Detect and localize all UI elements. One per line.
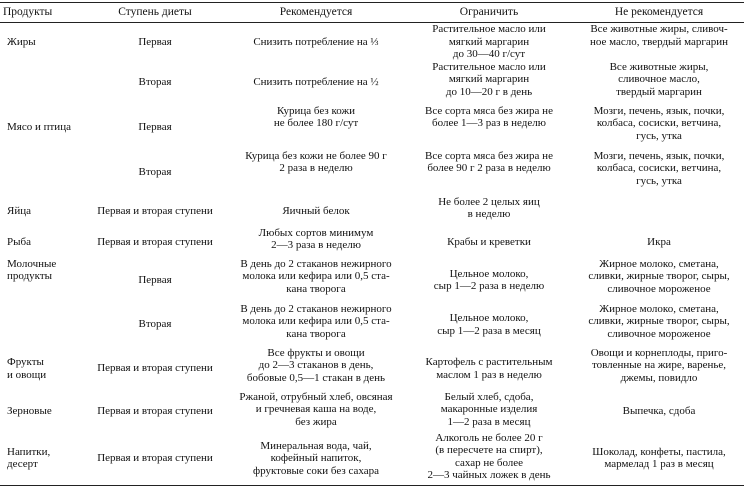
- cell-not-recommended: Все животные жиры, сливочное масло, твердый маргарин: [609, 60, 709, 98]
- cell-stage: Первая: [138, 273, 172, 286]
- cell-recommended: Минеральная вода, чай, кофейный напиток, фруктовые соки без сахара: [228, 432, 404, 486]
- cell-not-recommended: Все животные жиры, сливоч- ное масло, твердый маргарин: [589, 23, 729, 48]
- cell-not-recommended: Жирное молоко, сметана, сливки, жирные творог, сыры, сливочное мороженое: [588, 302, 730, 340]
- table-row: [0, 61, 744, 105]
- cell-not-recommended: Выпечка, сдоба: [622, 404, 696, 417]
- cell-limit: Все сорта мяса без жира не более 1—3 раз в неделю: [425, 104, 553, 129]
- cell-recommended: Курица без кожи не более 90 г 2 раза в неделю: [245, 149, 387, 174]
- cell-product: Напитки, десерт: [0, 432, 82, 486]
- cell-recommended: Яичный белок: [282, 204, 350, 217]
- table-row: [0, 105, 744, 150]
- cell-recommended: Ржаной, отрубный хлеб, овсяная и гречневая каша на воде, без жира: [239, 390, 393, 428]
- cell-stage: Первая: [138, 35, 172, 48]
- cell-not-recommended: Шоколад, конфеты, пастила, мармелад 1 раз в месяц: [574, 432, 744, 486]
- table-row: [0, 432, 744, 486]
- table-row: [0, 227, 744, 258]
- cell-limit: Растительное масло или мягкий маргарин до 30—40 г/сут: [432, 23, 546, 60]
- table-row: [0, 196, 744, 227]
- cell-recommended: Любых сортов минимум 2—3 раза в неделю: [258, 226, 374, 251]
- cell-product: Зерновые: [7, 404, 52, 417]
- table-row: [0, 391, 744, 432]
- cell-product: Фрукты и овощи: [7, 356, 47, 381]
- cell-recommended: В день до 2 стаканов нежирного молока или кефира или 0,5 ста- кана творога: [240, 302, 392, 340]
- cell-limit: Растительное масло или мягкий маргарин до 10—20 г в день: [432, 60, 546, 98]
- table-row: [0, 23, 744, 61]
- cell-product: Молочные продукты: [7, 257, 57, 282]
- cell-product: Мясо и птица: [7, 120, 71, 133]
- header-recommended: Рекомендуется: [228, 3, 404, 23]
- cell-stage: Первая и вторая ступени: [97, 235, 213, 248]
- cell-not-recommended: Мозги, печень, язык, почки, колбаса, сосиски, ветчина, гусь, утка: [593, 149, 725, 187]
- cell-stage: Вторая: [138, 166, 172, 179]
- cell-limit: Алкоголь не более 20 г (в пересчете на спирт), сахар не более 2—3 чайных ложек в день: [404, 432, 574, 486]
- table-row: [0, 150, 744, 196]
- cell-limit: Цельное молоко, сыр 1—2 раза в неделю: [433, 267, 545, 292]
- cell-recommended: Курица без кожи не более 180 г/сут: [273, 104, 359, 129]
- header-diet-stage: Ступень диеты: [82, 3, 228, 23]
- cell-product: Рыба: [7, 235, 31, 248]
- cell-limit: Цельное молоко, сыр 1—2 раза в месяц: [437, 312, 541, 337]
- cell-stage: Первая и вторая ступени: [82, 432, 228, 486]
- table-row: [0, 258, 744, 303]
- cell-product: [0, 150, 82, 196]
- header-not-recommended: Не рекомендуется: [574, 3, 744, 23]
- header-products: Продукты: [0, 3, 82, 23]
- cell-recommended: Снизить потребление на ⅓: [253, 35, 379, 48]
- cell-stage: Первая и вторая ступени: [97, 404, 213, 417]
- cell-stage: Вторая: [138, 76, 172, 89]
- cell-product: Яйца: [7, 204, 31, 217]
- cell-limit: Не более 2 целых яиц в неделю: [438, 195, 540, 220]
- cell-recommended: Все фрукты и овощи до 2—3 стаканов в день, бобовые 0,5—1 стакан в день: [246, 346, 386, 384]
- cell-product: [0, 61, 82, 105]
- cell-recommended: Снизить потребление на ½: [253, 76, 379, 89]
- cell-product: [0, 303, 82, 347]
- cell-limit: Картофель с растительным маслом 1 раз в неделю: [425, 356, 553, 381]
- cell-not-recommended: Овощи и корнеплоды, приго- товленные на жире, варенье, джемы, повидло: [590, 346, 728, 384]
- cell-limit: Крабы и креветки: [447, 235, 531, 248]
- cell-not-recommended: [574, 196, 744, 227]
- cell-stage: Вторая: [138, 318, 172, 331]
- cell-not-recommended: Жирное молоко, сметана, сливки, жирные творог, сыры, сливочное мороженое: [588, 257, 730, 295]
- cell-limit: Белый хлеб, сдоба, макаронные изделия 1—2 раза в месяц: [440, 390, 538, 428]
- cell-limit: Все сорта мяса без жира не более 90 г 2 раза в неделю: [425, 149, 553, 174]
- header-row: [0, 3, 744, 23]
- table-row: [0, 347, 744, 391]
- cell-not-recommended: Икра: [647, 235, 671, 248]
- diet-table: [0, 2, 744, 486]
- cell-stage: Первая: [138, 120, 172, 133]
- cell-recommended: В день до 2 стаканов нежирного молока или кефира или 0,5 ста- кана творога: [240, 257, 392, 295]
- table-row: [0, 303, 744, 347]
- header-limit: Ограничить: [404, 3, 574, 23]
- cell-product: Жиры: [7, 35, 36, 48]
- cell-not-recommended: Мозги, печень, язык, почки, колбаса, сосиски, ветчина, гусь, утка: [593, 104, 725, 142]
- cell-stage: Первая и вторая ступени: [97, 204, 213, 217]
- cell-stage: Первая и вторая ступени: [97, 362, 213, 375]
